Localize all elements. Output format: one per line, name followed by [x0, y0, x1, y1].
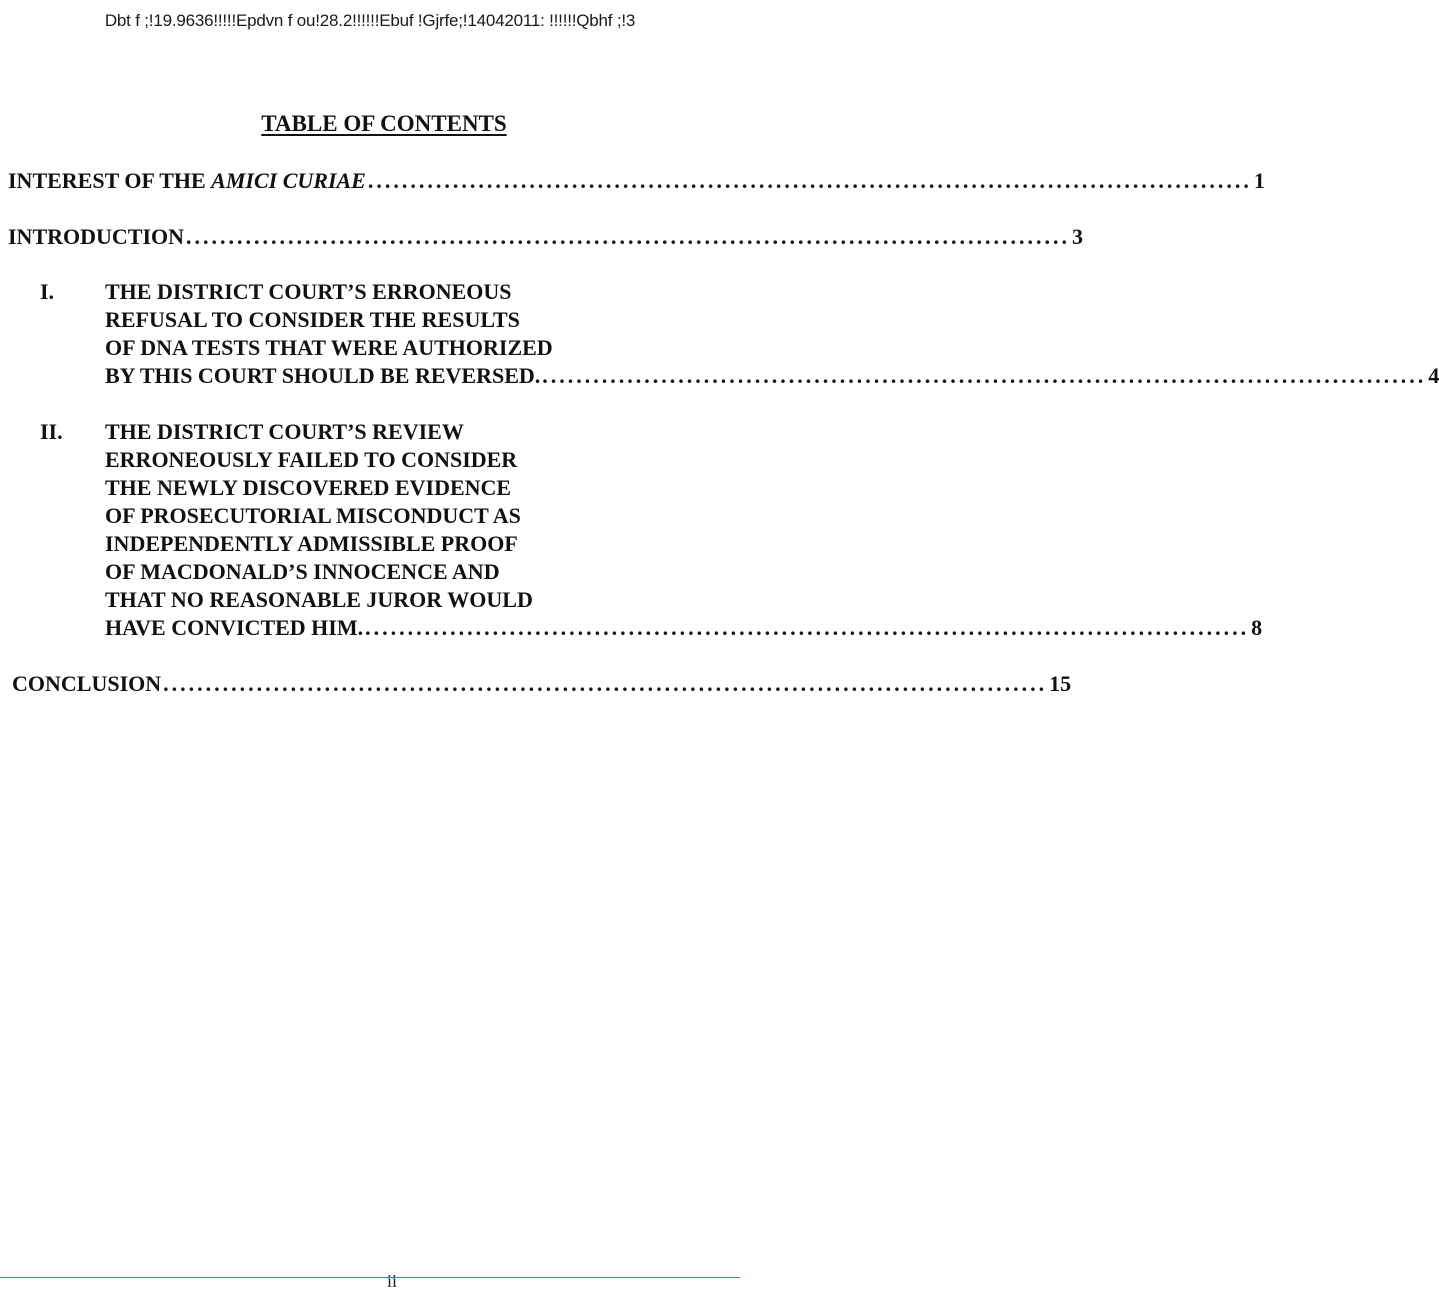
toc-entry-label: INTRODUCTION — [8, 224, 185, 249]
toc-page-number: 15 — [1049, 671, 1072, 696]
heading-line: THE DISTRICT COURT’S REVIEW — [105, 419, 464, 444]
filing-header: Dbt f ;!19.9636!!!!!Epdvn f ou!28.2!!!!!!Ebuf !Gjrfe;!14042011: !!!!!!Qbhf ;!3 — [104, 11, 636, 30]
page-number: ii — [386, 1271, 397, 1291]
toc-page-number: 8 — [1251, 615, 1263, 640]
toc-entry-conclusion — [12, 670, 1072, 698]
toc-entry-interest — [8, 167, 1265, 195]
toc-title: TABLE OF CONTENTS — [261, 111, 507, 136]
dot-leader: ........................................................................................................ — [186, 224, 1071, 249]
toc-entry-section-2 — [40, 418, 1263, 642]
toc-entry-label: CONCLUSION — [12, 671, 162, 696]
heading-line: HAVE CONVICTED HIM. — [105, 615, 364, 640]
dot-leader: ........................................................................................................ — [542, 363, 1427, 388]
dot-leader: ........................................................................................................ — [163, 671, 1048, 696]
section-numeral: I. — [40, 279, 55, 304]
heading-line: INDEPENDENTLY ADMISSIBLE PROOF — [105, 531, 518, 556]
heading-line: BY THIS COURT SHOULD BE REVERSED. — [105, 363, 541, 388]
heading-line: ERRONEOUSLY FAILED TO CONSIDER — [105, 447, 518, 472]
section-numeral: II. — [40, 419, 63, 444]
heading-line: OF PROSECUTORIAL MISCONDUCT AS — [105, 503, 521, 528]
heading-line: REFUSAL TO CONSIDER THE RESULTS — [105, 307, 520, 332]
heading-line: OF MACDONALD’S INNOCENCE AND — [105, 559, 500, 584]
heading-line: OF DNA TESTS THAT WERE AUTHORIZED — [105, 335, 553, 360]
toc-page-number: 3 — [1072, 224, 1084, 249]
toc-entry-section-1 — [40, 278, 1439, 390]
dot-leader: ........................................................................................................ — [367, 168, 1252, 193]
toc-page-number: 4 — [1428, 363, 1439, 388]
heading-line: THAT NO REASONABLE JUROR WOULD — [105, 587, 533, 612]
heading-line: THE NEWLY DISCOVERED EVIDENCE — [105, 475, 512, 500]
heading-line: THE DISTRICT COURT’S ERRONEOUS — [105, 279, 512, 304]
toc-page-number: 1 — [1253, 168, 1265, 193]
toc-entry-introduction — [8, 223, 1084, 251]
toc-entry-label: INTEREST OF THE AMICI CURIAE — [8, 168, 366, 193]
dot-leader: ........................................................................................................ — [365, 615, 1250, 640]
